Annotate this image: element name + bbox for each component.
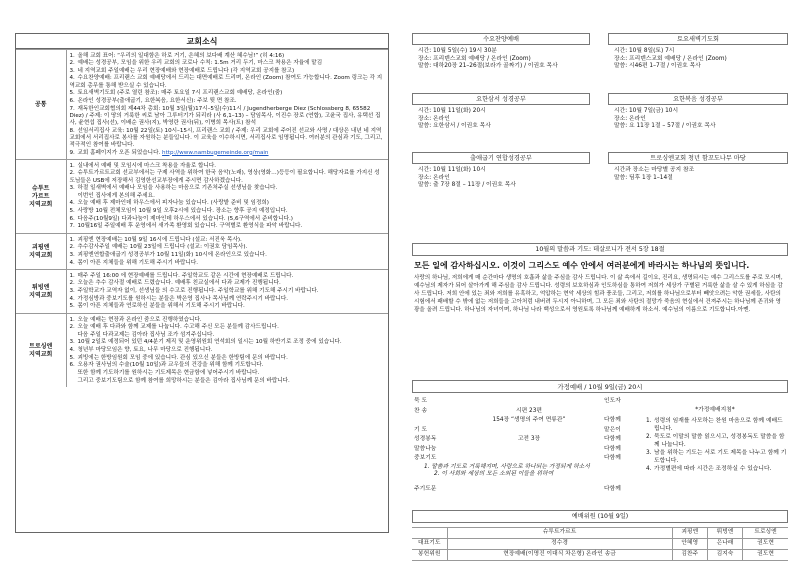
item-number: 7. [69,223,75,230]
section-label: 괴핑엔 지역교회 [16,234,66,270]
news-item [70,244,385,251]
box-body: 시간: 10월 5일(수) 19시 30분 장소: 프리덴스교회 예배당 / 온라인 (Zoom) 말씀: 대하20장 21–26절(보라가 골짜기) / 이권호 목사 [418,48,558,70]
wednesday-worship-box [412,33,590,74]
item-number: 4. [69,75,75,82]
news-item [70,347,385,354]
order-label: 기 도 [414,426,428,433]
news-list [70,273,385,311]
item-text: 다음 주일 다과교제는 김아라 집사님 조가 섬겨주십니다. [77,331,215,338]
worship-committee-section [412,510,788,561]
news-item [70,296,385,303]
order-label: 말씀나눔 [414,445,437,452]
item-number: 4. [69,259,75,266]
news-item [70,150,385,157]
news-item [70,378,385,385]
schedule-panel [412,25,788,560]
news-section [16,50,388,160]
item-text: 주일학교가 교역자 없이, 선생님들 의 수고로 진행됩니다. 주일학교를 위해 기도해 주시기 바랍니다. [77,288,319,295]
duty-person: 권도현 [743,539,788,550]
guideline-item [646,434,788,449]
item-number: 5. [69,303,75,310]
news-item [70,280,385,287]
news-item [70,317,385,324]
church-news-title: 교회소식 [16,34,388,49]
box-body: 시간: 10월 11일(화) 10시 장소: 온라인 말씀: 출 7장 8절 – 11장 / 이권호 목사 [418,167,516,189]
item-text: 선임서리집사 교육: 10월 22일(토) 10시–15시, 프리랜스 교회 / 주제: 우리 교회에 주어진 선교와 사명 / 대상은 내년 네 지역교회에서 서리집사로 봉사를 자원하는 분들입니다. 이 교육을 이수하시면, 서리집사로 임명됩니다. 여러분의 관심과 기도, 그리고, 적극적인 참여를 바랍니다. [69,127,383,148]
item-number: 4. [69,347,75,354]
guideline-text: 묵도로 이말의 말씀 읽으시고, 성경봉독도 말씀을 함께 나눕니다. [654,434,785,448]
news-item [70,98,385,105]
box-title: 토요새벽기도회 [608,33,788,45]
item-number: 1. [69,272,75,279]
item-number: 6. [69,362,75,369]
news-section [16,234,388,270]
order-label: 중보기도 [414,455,437,462]
item-number: 9. [69,149,75,156]
section-label: 슈투트 가르트 지역교회 [16,160,66,234]
order-leader: 다함께 [604,436,621,443]
worship-order-row [414,435,632,445]
order-content: 시편 23편 [515,407,543,414]
item-text: 청년부 마당모임은 향, 토요, 나무 마당으로 진행됩니다. [77,347,213,354]
item-number: 6. [69,97,75,104]
church-news-panel [15,33,389,533]
worship-order-row [414,485,632,495]
guideline-text: 성령의 임재를 사모하는 찬원 마음으로 함께 예배드립니다. [654,418,783,433]
news-item [70,193,385,200]
news-item [70,288,385,295]
order-label: 묵 도 [414,398,428,405]
item-number: 8. [69,127,75,134]
news-list [70,53,385,157]
item-text: 오늘 예배 후 제마인데 하우스에서 피자나눔 있습니다. (사랑밭 준비 및 임정희) [77,200,269,207]
worship-order-row [414,397,632,407]
duty-header: 예배위원 (10월 9일) [412,510,788,523]
worship-order-row [414,407,632,417]
verse-title: 모든 일에 감사하십시오. 이것이 그리스도 예수 안에서 여러분에게 바라시는 하나님의 뜻입니다. [414,261,750,270]
section-label: 공통 [16,50,66,160]
box-title: 트로싱엔교회 청년 함꼬도나무 마당 [608,152,788,164]
item-text: 재독한인교회협의회 제44차 총회: 10월 3일(월)17시–5일(수)11시 / Jugendherberge Diez (Schlossberg 8, 65582 Diez) / 주제: 이 땅의 거룩한 씨로 남아 그루터기가 되리라 (사 6,1–13) – 담임목사, 이진수 장로 (연합), 고윤국 집사, 유택선 집사, 윤현섭 집사(선), 이배순 권사(지), 박영란 권사(뒤), 이병희 목사(트) 참석 [69,105,381,126]
saturday-prayer-box [608,33,788,74]
item-number: 2. [69,244,75,251]
verse-header: 10월의 말씀과 기도: 데살로니가 전서 5장 18절 [412,243,788,256]
exodus-study-box [412,152,590,193]
news-item [70,370,385,377]
item-number: 1. [69,316,75,323]
news-item [70,260,385,267]
box-body: 시간과 장소는 마당별 공지 참조 말씀: 딤후 1장 1–14절 [614,167,695,181]
item-number: 7. [69,105,75,112]
guideline-text: 가정별편에 따라 시간은 조정하실 수 있습니다. [654,465,772,472]
item-text: 오늘은 추수 감사절 예배로 드렸습니다. 예배후 친교실에서 다과 교제가 진행됩니다. [77,280,281,287]
item-number: 2. [69,60,75,67]
news-item [70,200,385,207]
guideline-number: 1. [646,418,652,425]
duty-person: 김찬주 [672,550,707,561]
worship-header: 가정예배 / 10월 9일(금) 20시 [412,380,788,393]
news-item [70,332,385,339]
item-number: 2. [69,324,75,331]
intercession-item: 2. 이 사회와 세상의 모든 소외된 이들을 위하여 [434,471,554,478]
duty-column-header: 슈투트가르트 [447,528,672,539]
worship-order-row [414,426,632,436]
duty-column-header [412,528,447,539]
box-title: 수요찬양예배 [412,33,590,45]
news-section [16,314,388,388]
item-number: 5. [69,354,75,361]
item-text: 예배는 성경공부, 모임을 위한 우리 교회의 코로나 수칙: 1.5m 거리 두기, 마스크 착용은 자율에 맡김 [77,60,323,67]
item-text: 네 지역교회 주일예배는 우리 현장예배와 현장예배로 드립니다 (각 지역교회 공지를 참고) [77,67,295,74]
duty-role: 봉헌위원 [412,550,447,561]
item-text: 온라인 성경공부(출애굽기, 요한복음, 요한서신): 주보 뒷 면 참조. [77,97,237,104]
order-label: 성경봉독 [414,436,437,443]
news-item [70,53,385,60]
item-text: 그리고 중보기도팀으로 함께 참여를 희망하시는 분들은 김아라 집사님께 문의 바랍니다. [77,377,290,384]
guideline-number: 3. [646,449,652,456]
news-item [70,252,385,259]
duty-column-header: 괴핑엔 [672,528,707,539]
worship-order-row [414,416,632,426]
item-number: 5. [69,208,75,215]
item-number: 6. [69,215,75,222]
homepage-link[interactable]: http://www.nambugemeinde.org/main [162,149,269,156]
item-text: 오늘 예배 후 다과와 함께 교제를 나눕니다. 수고해 주신 모든 분들께 감사드립니다. [77,324,279,331]
box-body: 시간: 10월 11일(화) 20시 장소: 온라인 말씀: 요한삼서 / 이권호 목사 [418,108,491,130]
family-worship-guidelines [642,397,788,474]
item-number: 1. [69,52,75,59]
item-text: 이번인 집사에게 본의해 주세요. [77,192,155,199]
order-leader: 다함께 [604,455,621,462]
monthly-verse-section [412,243,788,314]
order-leader: 다함께 [604,445,621,452]
news-item [70,163,385,170]
news-item [70,185,385,192]
news-item [70,223,385,230]
item-text: 슈투트가르트교회 선교부에서는 구제 사역을 위하여 한국 음악(노래), 영상(영화…)등등이 필요합니다. 해당자료를 가지신 성도님들은 USB에 저장해서 김영한선교부장에게 주시면 감사하겠습니다. [69,170,380,184]
guideline-item [646,466,788,474]
worship-order-row [414,445,632,455]
item-text: 사랑방 10월 전체모임이 10월 9일 오후2시에 있습니다. 장소는 향후 공지 예정입니다. [77,208,288,215]
box-title: 요한복음 성경공부 [608,93,788,105]
item-text: 실내에서 예배 및 모임시에 마스크 착용을 자율로 합니다. [77,162,217,169]
item-text: 10월16일 주일예배 후 운영에서 새가족 환영회 있습니다. 구역별로 환영식을 파악 바랍니다. [77,223,303,230]
item-text: 오용자 권사님의 수술(10월 10일)과 교우들의 건강을 위해 함께 기도합니다. [77,362,264,369]
news-item [70,128,385,149]
item-text: 올해 교회 표어: “우리의 일대함은 하로 거기, 은혜의 보다배 계산 혜수님!” (히 4:16) [77,52,285,59]
duty-role: 대표기도 [412,539,447,550]
item-number: 4. [69,200,75,207]
item-text: 수요찬양예배: 프리랜스 교회 예배당에서 드리는 대면예배로 드리며, 온라인 (Zoom) 참여도 가능합니다. Zoom 링크는 각 지역교회 총무를 통해 받으실 수 있습니다. [69,75,383,89]
box-title: 요한삼서 성경공부 [412,93,590,105]
item-number: 1. [69,236,75,243]
item-number: 4. [69,295,75,302]
item-text: 또한 함께 기도하기를 원하시는 기도제목은 현금함에 넣어주시기 바랍니다. [77,370,260,377]
duty-person: 현장예배(이명진 이대식 차은형) 온라인 송금 [447,550,672,561]
duty-person: 정수경 [447,539,672,550]
order-leader: 다함께 [604,417,621,424]
item-text: 하절 일새벽에서 예배나 모임을 사용하는 마음으로 기존처주실 선생님을 찾습니다. [77,185,278,192]
item-text: 토요새벽기도회 (주로 열린 참조): 매주 토요일 7시 프리랜스교회 예배당, 온라인(줌) [77,90,283,97]
news-item [70,362,385,369]
box-body: 시간: 10월 7일(금) 10시 장소: 온라인 말씀: 요 11장 1절 – 57절 / 이권호 목사 [614,108,716,130]
item-text: 몸이 아픈 지체들과 연로하신 분들을 위해서 기도해 주시기 바랍니다. [77,303,245,310]
item-text: 몸이 아픈 지체들을 위해 기도해 주시기 바랍니다. [77,259,199,266]
duty-row [412,539,788,550]
guideline-heading: *가정예배지침* [695,407,735,413]
john-study-box [608,93,788,134]
news-item [70,324,385,331]
item-number: 3. [69,339,75,346]
order-content: 고전 3장 [517,436,541,443]
box-body: 시간: 10월 8일(토) 7시 장소: 프리덴스교회 예배당 / 온라인 (Zoom) 말씀: 시46편 1–7절 / 이권호 목사 [614,48,727,70]
item-text: 괴핑엔 현장예배는 10월 9일 16시에 드립니다 (설교: 서진욱 목사). [77,236,242,243]
news-item [70,68,385,75]
item-text: 가정심방과 중보기도를 원하시는 분들은 박은영 집사나 목사님께 연락주시기 바랍니다. [77,295,289,302]
news-list [70,317,385,385]
item-text: 10월 2일로 예정되어 있던 4/4분기 제직 및 운영위원회 연석회의 일시는 10월 하반기로 조정 중에 있습니다. [77,339,342,346]
duty-person: 안혜영 [672,539,707,550]
news-list [70,237,385,267]
item-text: 매주 주일 16:00 에 현장예배를 드립니다. 주일학교도 같은 시간에 현장예배로 드립니다. [77,272,294,279]
item-text: 교회 홈페이지가 오픈 되었습니다. [77,149,161,156]
item-number: 3. [69,67,75,74]
news-section [16,160,388,234]
news-item [70,216,385,223]
news-item [70,303,385,310]
duty-person: 은나래 [707,539,742,550]
duty-row [412,550,788,561]
guideline-number: 2. [646,434,652,441]
item-number: 3. [69,185,75,192]
item-number: 2. [69,280,75,287]
duty-column-header: 트로싱엔 [743,528,788,539]
guideline-text: 남을 위하는 기도는 서로 기도 제목을 나누고 함께 기도합니다. [654,449,787,464]
section-label: 튀빙엔 지역교회 [16,270,66,314]
worship-order [414,397,632,494]
news-item [70,106,385,127]
item-number: 3. [69,251,75,258]
order-content: 154장 “생명의 주여 면류관” [492,417,566,424]
news-item [70,90,385,97]
item-text: 추수감사주일 예배는 10월 23일에 드립니다 (설교: 이권호 담임목사). [77,244,248,251]
news-item [70,237,385,244]
news-item [70,208,385,215]
news-item [70,339,385,346]
duty-table [412,527,788,561]
item-text: 오늘 예배는 현장과 온라인 줌으로 진행하였습니다. [77,316,202,323]
guideline-number: 4. [646,465,652,472]
family-worship-section [412,380,788,492]
guideline-item [646,418,788,433]
news-item [70,170,385,184]
worship-order-row [414,454,632,464]
news-section [16,270,388,314]
duty-person: 권도현 [743,550,788,561]
item-number: 1. [69,162,75,169]
intercession-item: 1. 말씀과 기도로 거룩해지며, 사랑으로 하나되는 가정되게 하소서 [424,463,590,470]
item-number: 3. [69,288,75,295]
duty-person: 김지숙 [707,550,742,561]
item-number: 5. [69,90,75,97]
church-news-table [16,49,388,387]
news-item [70,355,385,362]
third-john-study-box [412,93,590,134]
item-text: 괴빙에는 한방임원회 모임 중에 있습니다. 관심 있으신 분들은 한방팀에 문의 바랍니다. [77,354,288,361]
order-leader: 맡은이 [604,426,621,433]
item-text: 괴핑엔연합출애굽기 성경공부가 10월 11일(화) 10시에 온라인으로 있습니다. [77,251,267,258]
news-list [70,163,385,231]
order-label: 찬 송 [414,407,428,414]
news-item [70,60,385,67]
section-label: 트로싱엔 지역교회 [16,314,66,388]
youth-meeting-box [608,152,788,185]
news-item [70,75,385,89]
box-title: 출애굽기 연합성경공부 [412,152,590,164]
news-item [70,273,385,280]
item-text: 다음주(10월9일) 다과나눔이 제마인데 하우스에서 있습니다. (5,6구역에서 준비합니다.) [77,215,293,222]
guideline-item [646,450,788,465]
verse-prayer: 사랑의 하나님, 저희에게 매 순간마다 생명의 호흡과 삶을 주심을 감사 드립니다. 이 삶 속에서 길이요, 진리요, 생명되시는 예수 그리스도를 주로 모시며, 예수님의 제자가 되어 살아가게 해 주심을 감사 드립니다. 성령의 보호하심과 인도하심을 통하여 저희가 세상가 구별된 거룩한 삶을 살 수 있게 하심을 감사 드립니다. 저희 안에 있는 죄와 저희를 유혹하고, 억압하는 현악 세상의 힘과 풍조들, 그리고, 저희를 하나님으로부터 빼앗으려는 악한 권세들, 사탄의 시험에서 패배할 수 밖에 없는 저희들을 고아처럼 내버려 두시지 아니하며, 그 모든 죄와 사탄의 절망가 죽음의 현실에서 건져주시는 하나님께 존귀와 영광을 올려 드립니다. 하나님의 자녀이며, 하나님 나라 백성으로서 영원토록 하나님께 예배하게 하소서. 예수님의 이름으로 기도합니다.아멘. [414,274,783,313]
item-number: 2. [69,170,75,177]
order-leader: 인도자 [604,398,621,405]
order-leader: 다함께 [604,485,621,492]
duty-column-header: 튀빙엔 [707,528,742,539]
order-label: 주기도문 [414,485,437,492]
